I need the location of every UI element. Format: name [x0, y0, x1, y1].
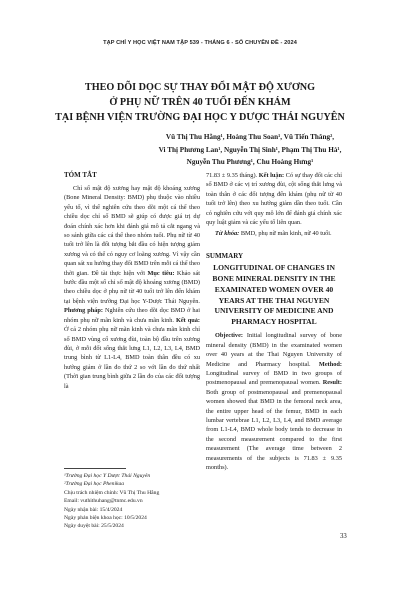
summary-objective-label: Objective:	[215, 332, 243, 340]
keywords-label: Từ khóa:	[215, 230, 240, 238]
abstract-paragraph	[64, 184, 200, 391]
method-text: Nghiên cứu theo dõi dọc BMD ở hai nhóm phụ nữ mãn kinh và chưa mãn kinh.	[64, 307, 201, 324]
corresponding-author: Chịu trách nhiệm chính: Vũ Thị Thu Hằng	[64, 489, 160, 496]
result-text: Ở cả 2 nhóm phụ nữ mãn kinh và chưa mãn kinh chỉ số BMD vùng cổ xương đùi, toàn bộ đầu trên xương đùi, ở mỗi đốt sống thắt lưng L1, L2, L3, L4, BMD trung bình từ L1-L4, BMD toàn thân đều có xu hướng giảm ở lần đo thứ 2 so với lần đo thứ nhất (Thời gian trung bình giữa 2 lần đo của các đối tượng là	[64, 326, 200, 390]
summary-result-label: Result:	[322, 379, 342, 387]
title-line: Ở PHỤ NỮ TRÊN 40 TUỔI ĐẾN KHÁM	[109, 97, 291, 108]
summary-method-label: Method:	[318, 360, 342, 368]
keywords	[206, 229, 342, 238]
summary-heading: SUMMARY	[206, 251, 244, 260]
footnotes	[64, 468, 204, 531]
author-line: Vũ Thị Thu Hằng¹, Hoàng Thu Soan¹, Vũ Tiến Thăng²,	[165, 133, 335, 141]
date-received: Ngày nhận bài: 15/4/2024	[64, 506, 123, 513]
date-accepted: Ngày duyệt bài: 25/5/2024	[64, 523, 124, 530]
page-number: 33	[340, 533, 347, 540]
abstract-continuation	[206, 171, 342, 227]
left-column	[64, 170, 200, 391]
conclusion-text: Có sự thay đổi các chỉ số BMD ở các vị trí xương đùi, cột sống thắt lưng và toàn thân ở các đối tượng đến khám (phụ nữ từ 40 tuổi trở lên) theo xu hướng giảm dần theo tuổi. Cần có nghiên cứu với quy mô lớn để đánh giá chính xác quy luật giảm và các yếu tố liên quan.	[206, 172, 342, 227]
article-title-english: LONGITUDINAL OF CHANGES IN BONE MINERAL DENSITY IN THE EXAMINATED WOMEN OVER 40 YEARS AT THE THAI NGUYEN UNIVERSITY OF MEDICINE AND PHARMACY HOSPITAL	[212, 262, 336, 327]
abstract-heading: TÓM TẮT	[64, 171, 97, 179]
right-column	[206, 171, 342, 472]
abstract-intro: Chỉ số mật độ xương hay mật độ khoáng xương (Bone Mineral Density: BMD) phụ thuộc vào nhiều yếu tố, vì thế nghiên cứu theo dõi một cá thể theo chiều dọc chỉ số BMD sẽ giúp có được giá trị dự đoán chính xác hơn khi đánh giá mô tả cắt ngang và so sánh giữa các cá thể theo nhóm tuổi. Phụ nữ từ 40 tuổi trở lên là đối tượng bắt đầu có hiện tượng giảm xương và có thể có nguy cơ loãng xương. Vì vậy cần quan sát xu hướng thay đổi BMD trên mỗi cá thể theo thời gian. Đề tài thực hiện với	[64, 185, 200, 277]
footnote-divider	[64, 468, 126, 469]
objective-text: Khảo sát bước đầu một số chỉ số mật độ khoáng xương (BMD) theo chiều dọc ở phụ nữ từ 40 tuổi trở lên đến khám tại bệnh viện trường Đại học Y-Dược Thái Nguyên.	[64, 269, 200, 305]
objective-label: Mục tiêu:	[147, 269, 175, 277]
affiliation-2: ²Trường Đại học Phenikaa	[64, 481, 125, 488]
title-line: THEO DÕI DỌC SỰ THAY ĐỔI MẬT ĐỘ XƯƠNG	[84, 82, 316, 93]
affiliation-1: ¹Trường Đại học Y Dược Thái Nguyên	[64, 473, 151, 479]
title-line: TẠI BỆNH VIỆN TRƯỜNG ĐẠI HỌC Y DƯỢC THÁI NGUYÊN	[55, 112, 345, 123]
corresponding-email: Email: vuthithuhang@tnmc.edu.vn	[64, 498, 143, 505]
author-list	[130, 131, 370, 169]
summary-objective-text: Initial longitudinal survey of bone mineral density (BMD) in the examinated women over 40 years at the Thai Nguyen University of Medicine and Pharmacy hospital.	[206, 332, 342, 368]
summary-method-text: Longitudinal survey of BMD in two groups of postmenopausal and premenopausal women.	[206, 369, 342, 387]
result-continuation: 71.83 ± 9.35 tháng).	[206, 172, 258, 179]
summary-result-text: Both group of postmenopausal and premenopausal women showed that BMD in the femoral neck area, the entire upper head of the femur, BMD in each lumbar vertebrae L1, L2, L3, L4, and BMD average from L1-L4, BMD whole body tends to decrease in the second measurement compared to the first measurement (The average time between 2 measurements of the subjects is 71.83 ± 9.35 months).	[206, 388, 342, 471]
summary-paragraph	[206, 331, 342, 472]
author-line: Nguyễn Thu Phương¹, Chu Hoàng Hưng¹	[186, 158, 314, 166]
keywords-text: BMD, phụ nữ mãn kinh, nữ 40 tuổi.	[240, 230, 332, 238]
journal-header: TẠP CHÍ Y HỌC VIỆT NAM TẬP 539 - THÁNG 6 - SỐ CHUYÊN ĐỀ - 2024	[103, 40, 297, 46]
result-label: Kết quả:	[175, 316, 201, 324]
article-title-vietnamese	[30, 80, 370, 125]
date-reviewed: Ngày phản biện khoa học: 10/5/2024	[64, 515, 147, 522]
conclusion-label: Kết luận:	[258, 172, 285, 179]
method-label: Phương pháp:	[64, 307, 103, 315]
author-line: Vi Thị Phương Lan¹, Nguyễn Thị Sinh¹, Phạm Thị Thu Hà¹,	[158, 145, 342, 154]
